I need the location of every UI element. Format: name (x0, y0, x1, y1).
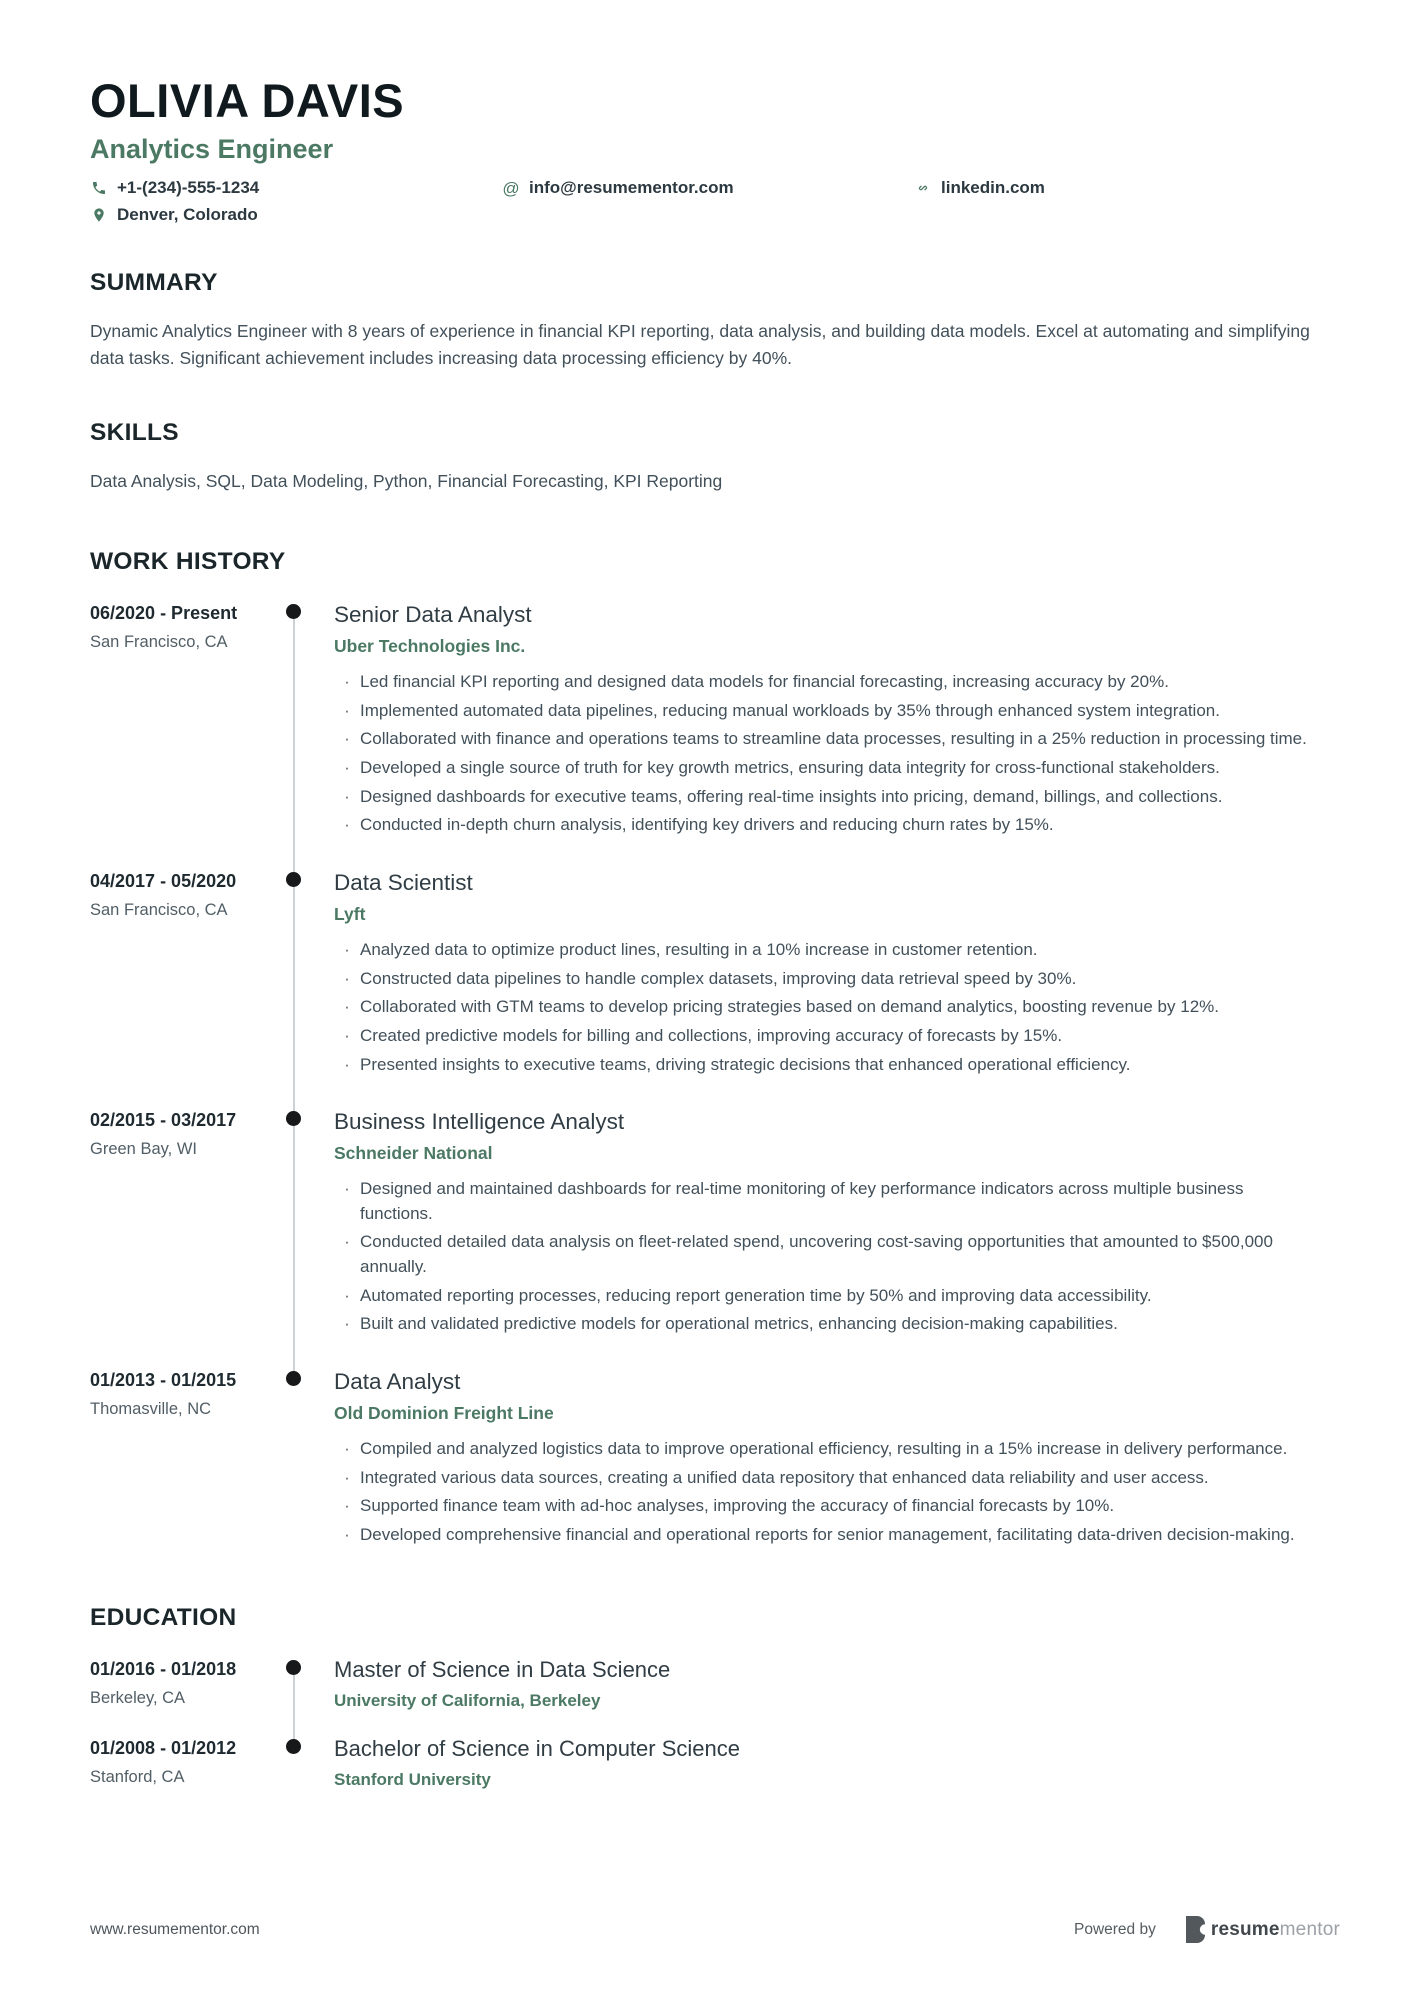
phone-number: +1-(234)-555-1234 (117, 178, 260, 198)
entry-location: Thomasville, NC (90, 1399, 212, 1418)
job-title: Senior Data Analyst (334, 602, 532, 628)
logo-text (1211, 1919, 1340, 1941)
bullet-dot-icon (334, 670, 360, 695)
job-title: Data Scientist (334, 869, 473, 895)
summary-section (90, 269, 1320, 371)
bullet-dot-icon (334, 995, 360, 1020)
company-name: Lyft (334, 903, 366, 924)
bullet-text: Conducted detailed data analysis on fleet-related spend, uncovering cost-saving opportunities that amounted to $500,000 annually. (360, 1232, 1273, 1277)
logo-text-bold: resume (1210, 1918, 1280, 1940)
company-name: Old Dominion Freight Line (334, 1402, 554, 1423)
education-entries (90, 1656, 1320, 1791)
bullet-text: Analyzed data to optimize product lines, resulting in a 10% increase in customer retention. (360, 939, 1038, 959)
bullet-dot-icon (334, 1024, 360, 1049)
timeline (278, 600, 334, 842)
education-entry (90, 1735, 1320, 1790)
bullet-dot-icon (334, 1312, 360, 1337)
bullet-text: Presented insights to executive teams, driving strategic decisions that enhanced operational efficiency. (360, 1054, 1131, 1074)
person-job-title: Analytics Engineer (90, 134, 334, 165)
bullet-item (334, 967, 1320, 992)
contact-location (90, 205, 502, 225)
job-title: Business Intelligence Analyst (334, 1109, 625, 1135)
work-entry (90, 1107, 1320, 1341)
entry-dates: 01/2013 - 01/2015 (90, 1369, 237, 1390)
bullet-text: Collaborated with GTM teams to develop pricing strategies based on demand analytics, boosting revenue by 12%. (360, 997, 1219, 1017)
bullet-dot-icon (334, 967, 360, 992)
bullet-dot-icon (334, 727, 360, 752)
entry-location: Green Bay, WI (90, 1140, 197, 1159)
bullet-dot-icon (334, 1466, 360, 1491)
education-entry (90, 1656, 1320, 1711)
work-history-section (90, 548, 1320, 1551)
work-entry (90, 1367, 1320, 1552)
footer-website-link[interactable]: www.resumementor.com (90, 1920, 260, 1938)
powered-by-label: Powered by (1074, 1920, 1156, 1938)
work-entry (90, 600, 1320, 842)
bullet-item (334, 727, 1320, 752)
company-name: Uber Technologies Inc. (334, 636, 526, 657)
website-url: linkedin.com (941, 178, 1045, 198)
bullet-item (334, 1523, 1320, 1548)
entry-dates: 06/2020 - Present (90, 603, 238, 624)
bullet-item (334, 1230, 1320, 1279)
work-entries (90, 600, 1320, 1551)
education-section (90, 1604, 1320, 1791)
bullet-item (334, 670, 1320, 695)
contact-website[interactable] (914, 178, 1320, 198)
school-name: Stanford University (334, 1770, 491, 1790)
bullet-item (334, 813, 1320, 838)
entry-dates: 01/2016 - 01/2018 (90, 1658, 237, 1679)
bullet-dot-icon (334, 1494, 360, 1519)
bullet-item (334, 1053, 1320, 1078)
bullet-item (334, 995, 1320, 1020)
bullet-dot-icon (334, 1523, 360, 1548)
bullet-text: Compiled and analyzed logistics data to improve operational efficiency, resulting in a 15% increase in delivery performance. (360, 1438, 1288, 1458)
timeline (278, 1367, 334, 1552)
bullet-dot-icon (334, 1177, 360, 1226)
bullet-list (334, 1177, 1320, 1337)
resumementor-logo[interactable] (1182, 1916, 1340, 1943)
bullet-item (334, 699, 1320, 724)
school-name: University of California, Berkeley (334, 1690, 601, 1710)
email-address: info@resumementor.com (529, 178, 734, 198)
bullet-dot-icon (334, 699, 360, 724)
timeline (278, 1656, 334, 1711)
bullet-text: Supported finance team with ad-hoc analyses, improving the accuracy of financial forecasts by 10%. (360, 1496, 1115, 1516)
bullet-item (334, 1284, 1320, 1309)
entry-location: San Francisco, CA (90, 900, 228, 919)
bullet-text: Designed and maintained dashboards for real-time monitoring of key performance indicators across multiple business functions. (360, 1179, 1244, 1223)
logo-text-light: mentor (1279, 1918, 1340, 1940)
location-text: Denver, Colorado (117, 205, 258, 225)
timeline (278, 1735, 334, 1790)
bullet-item (334, 1024, 1320, 1049)
bullet-dot-icon (334, 1230, 360, 1279)
timeline-dot-icon (286, 1111, 301, 1126)
bullet-text: Designed dashboards for executive teams, offering real-time insights into pricing, demand, billings, and collections. (360, 786, 1223, 806)
bullet-list (334, 670, 1320, 838)
bullet-text: Developed comprehensive financial and operational reports for senior management, facilitating data-driven decision-making. (360, 1524, 1295, 1544)
bullet-text: Developed a single source of truth for key growth metrics, ensuring data integrity for cross-functional stakeholders. (360, 758, 1220, 778)
page-footer (90, 1916, 1340, 1943)
bullet-dot-icon (334, 1437, 360, 1462)
bullet-text: Conducted in-depth churn analysis, identifying key drivers and reducing churn rates by 15%. (360, 815, 1054, 835)
entry-location: Berkeley, CA (90, 1688, 186, 1707)
bullet-dot-icon (334, 756, 360, 781)
timeline-dot-icon (286, 1371, 301, 1386)
timeline-dot-icon (286, 604, 301, 619)
contact-email[interactable] (502, 178, 914, 198)
work-entry (90, 868, 1320, 1081)
bullet-item (334, 1437, 1320, 1462)
summary-heading: SUMMARY (90, 269, 218, 297)
contact-phone (90, 178, 502, 198)
bullet-item (334, 1466, 1320, 1491)
bullet-item (334, 1312, 1320, 1337)
timeline (278, 1107, 334, 1341)
bullet-dot-icon (334, 1053, 360, 1078)
bullet-item (334, 1177, 1320, 1226)
entry-dates: 01/2008 - 01/2012 (90, 1737, 237, 1758)
bullet-text: Led financial KPI reporting and designed data models for financial forecasting, increasing accuracy by 20%. (360, 672, 1169, 692)
bullet-dot-icon (334, 785, 360, 810)
entry-location: San Francisco, CA (90, 633, 228, 652)
education-heading: EDUCATION (90, 1603, 237, 1631)
bullet-item (334, 756, 1320, 781)
timeline (278, 868, 334, 1081)
work-history-heading: WORK HISTORY (90, 548, 286, 576)
timeline-dot-icon (286, 1660, 301, 1675)
bullet-dot-icon (334, 813, 360, 838)
skills-section (90, 419, 1320, 494)
degree-title: Bachelor of Science in Computer Science (334, 1735, 740, 1761)
bullet-text: Built and validated predictive models for operational metrics, enhancing decision-making capabilities. (360, 1314, 1118, 1334)
resumementor-logo-icon (1182, 1916, 1205, 1943)
summary-text: Dynamic Analytics Engineer with 8 years of experience in financial KPI reporting, data analysis, and building data models. Excel at automating and simplifying data tasks. Significant achievement includes increasing data processing efficiency by 40%. (90, 321, 1310, 368)
entry-location: Stanford, CA (90, 1767, 185, 1786)
bullet-text: Integrated various data sources, creating a unified data repository that enhanced data reliability and user access. (360, 1467, 1209, 1487)
company-name: Schneider National (334, 1143, 493, 1164)
resume-header (90, 76, 1320, 225)
person-name: OLIVIA DAVIS (90, 74, 405, 127)
bullet-item (334, 938, 1320, 963)
bullet-item (334, 785, 1320, 810)
bullet-text: Collaborated with finance and operations teams to streamline data processes, resulting in a 25% reduction in processing time. (360, 729, 1307, 749)
bullet-text: Automated reporting processes, reducing report generation time by 50% and improving data accessibility. (360, 1285, 1152, 1305)
job-title: Data Analyst (334, 1368, 461, 1394)
link-icon (914, 179, 932, 197)
bullet-item (334, 1494, 1320, 1519)
timeline-dot-icon (286, 872, 301, 887)
entry-dates: 02/2015 - 03/2017 (90, 1110, 237, 1131)
location-pin-icon (90, 206, 108, 224)
bullet-list (334, 1437, 1320, 1548)
skills-heading: SKILLS (90, 418, 179, 446)
bullet-dot-icon (334, 1284, 360, 1309)
bullet-text: Created predictive models for billing and collections, improving accuracy of forecasts by 15%. (360, 1025, 1063, 1045)
bullet-list (334, 938, 1320, 1077)
bullet-dot-icon (334, 938, 360, 963)
phone-icon (90, 179, 108, 197)
bullet-text: Implemented automated data pipelines, reducing manual workloads by 35% through enhanced system integration. (360, 700, 1220, 720)
skills-text: Data Analysis, SQL, Data Modeling, Python, Financial Forecasting, KPI Reporting (90, 470, 723, 491)
at-icon: @ (502, 178, 520, 198)
timeline-dot-icon (286, 1739, 301, 1754)
footer-branding (1074, 1916, 1340, 1943)
contact-block (90, 178, 1320, 225)
bullet-text: Constructed data pipelines to handle complex datasets, improving data retrieval speed by 30%. (360, 968, 1077, 988)
entry-dates: 04/2017 - 05/2020 (90, 870, 237, 891)
degree-title: Master of Science in Data Science (334, 1656, 671, 1682)
